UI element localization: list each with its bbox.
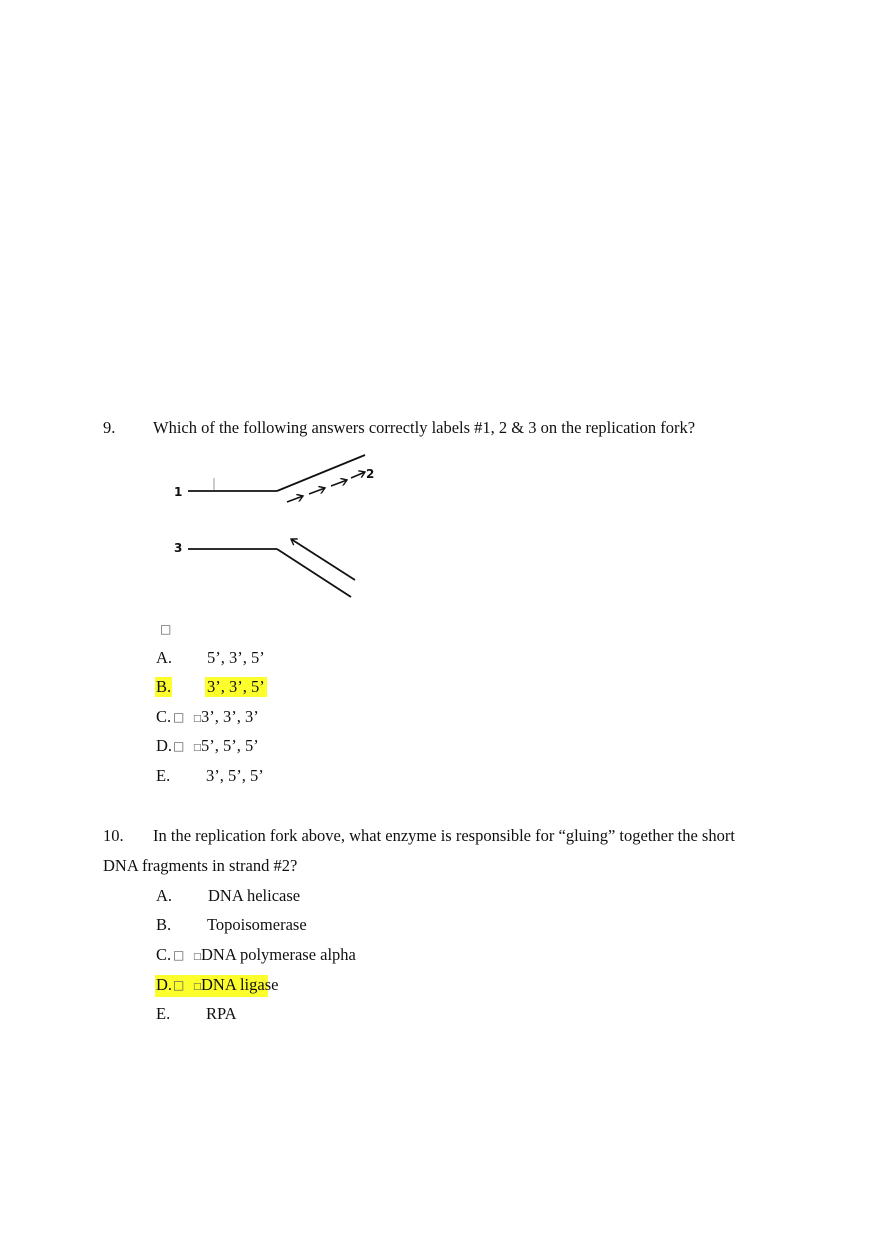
okazaki-fragment	[287, 496, 303, 502]
option-text: 3’, 3’, 5’	[207, 677, 265, 696]
option-text: 3’, 5’, 5’	[206, 766, 264, 785]
option-letter: C.	[156, 707, 172, 726]
option-letter: A.	[156, 648, 173, 667]
stray-box-glyph: □	[160, 622, 172, 636]
box-glyph: □	[193, 714, 202, 724]
q10-number: 10.	[103, 826, 124, 845]
option-text: 5’, 3’, 5’	[207, 648, 265, 667]
label-2: 2	[366, 467, 375, 481]
option-letter: C.	[156, 945, 172, 964]
label-1: 1	[174, 485, 183, 499]
option-letter: D.	[156, 736, 173, 755]
option-text-rest: se	[264, 975, 279, 994]
option-text	[201, 975, 278, 995]
okazaki-fragment	[331, 480, 347, 486]
lower-fork-strand	[277, 549, 351, 597]
upper-fork-strand	[277, 455, 365, 491]
option-letter: E.	[156, 1004, 171, 1023]
option-letter: B.	[156, 915, 172, 934]
label-3: 3	[174, 541, 183, 555]
option-letter: A.	[156, 886, 173, 905]
okazaki-fragment	[309, 488, 325, 494]
option-text: 3’, 3’, 3’	[201, 707, 259, 726]
option-text: 5’, 5’, 5’	[201, 736, 259, 755]
option-text: DNA helicase	[208, 886, 301, 905]
box-glyph: □	[193, 982, 202, 992]
box-glyph: □	[193, 743, 202, 753]
option-letter: E.	[156, 766, 171, 785]
option-letter: B.	[156, 677, 172, 696]
option-text-highlighted: DNA liga	[201, 975, 265, 994]
option-letter: D.	[156, 975, 173, 994]
option-text: RPA	[206, 1004, 237, 1023]
q10-text-line2: DNA fragments in strand #2?	[103, 856, 298, 875]
box-glyph: □	[193, 952, 202, 962]
leading-strand-arrow	[291, 539, 355, 580]
box-glyph: □	[173, 978, 185, 992]
replication-fork-diagram	[165, 450, 375, 610]
okazaki-fragment	[351, 472, 365, 478]
box-glyph: □	[173, 710, 185, 724]
box-glyph: □	[173, 739, 185, 753]
q9-text: Which of the following answers correctly labels #1, 2 & 3 on the replication fork?	[153, 418, 696, 437]
q10-text-line1: In the replication fork above, what enzyme is responsible for “gluing” together the short	[153, 826, 735, 845]
option-text: Topoisomerase	[207, 915, 307, 934]
option-text: DNA polymerase alpha	[201, 945, 356, 964]
box-glyph: □	[173, 948, 185, 962]
q9-number: 9.	[103, 418, 116, 437]
